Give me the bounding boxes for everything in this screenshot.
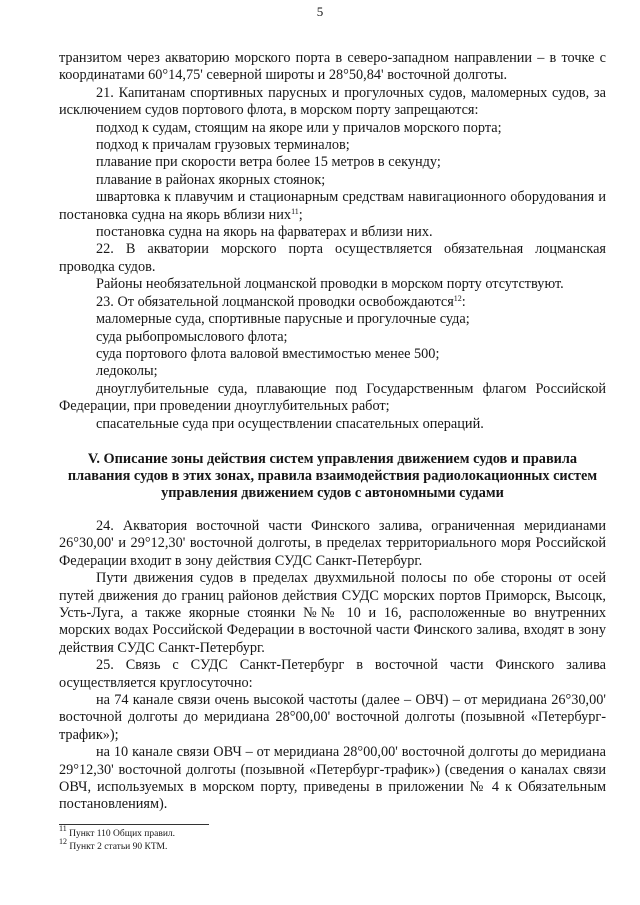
list-item-end: ; bbox=[298, 206, 303, 223]
paragraph: 21. Капитанам спортивных парусных и прогулочных судов, маломерных судов, за исключением судов портового флота, в морском порту запрещаются: bbox=[59, 84, 606, 119]
document-body bbox=[59, 50, 606, 814]
list-item: маломерные суда, спортивные парусные и прогулочные суда; bbox=[96, 311, 470, 328]
paragraph: на 74 канале связи очень высокой частоты (далее – ОВЧ) – от меридиана 26°30,00' восточной долготы до меридиана 28°00,00' восточной долготы (позывной «Петербург-трафик»); bbox=[59, 692, 606, 743]
paragraph: на 10 канале связи ОВЧ – от меридиана 28°00,00' восточной долготы до меридиана 29°12,30' восточной долготы (позывной «Петербург-трафик») (сведения о каналах связи ОВЧ, используемых в морском порту, приведены в приложении № 4 к Обязательным постановлениям). bbox=[59, 744, 606, 813]
paragraph: Районы необязательной лоцманской проводки в морском порту отсутствуют. bbox=[96, 276, 564, 293]
list-item: плавание при скорости ветра более 15 метров в секунду; bbox=[96, 154, 441, 171]
footnote-text: Пункт 2 статьи 90 КТМ. bbox=[69, 842, 168, 852]
paragraph: транзитом через акваторию морского порта в северо-западном направлении – в точке с координатами 60°14,75' северной широты и 28°50,84' восточной долготы. bbox=[59, 50, 606, 84]
list-item bbox=[59, 189, 606, 224]
footnote-ref: 11 bbox=[291, 206, 299, 216]
page-number: 5 bbox=[316, 4, 324, 19]
footnote-separator bbox=[59, 824, 209, 825]
footnote-ref: 12 bbox=[453, 293, 462, 303]
list-item: дноуглубительные суда, плавающие под Государственным флагом Российской Федерации, при проведении дноуглубительных работ; bbox=[59, 380, 606, 415]
list-item: подход к судам, стоящим на якоре или у причалов морского порта; bbox=[96, 119, 502, 136]
paragraph: Пути движения судов в пределах двухмильной полосы по обе стороны от осей путей движения до границ районов действия СУДС морских портов Приморск, Высоцк, Усть-Луга, а также якорные стоянки №№ 10 и 16, расположенные во внутренних морских водах Российской Федерации в восточной части Финского залива, входят в зону действия СУДС Санкт-Петербург. bbox=[59, 570, 606, 656]
list-item: спасательные суда при осуществлении спасательных операций. bbox=[96, 415, 484, 432]
paragraph-end: : bbox=[461, 293, 466, 310]
list-item: постановка судна на якорь на фарватерах и вблизи них. bbox=[96, 224, 433, 241]
footnote-number: 11 bbox=[59, 824, 67, 833]
list-item: подход к причалам грузовых терминалов; bbox=[96, 137, 350, 154]
list-item: плавание в районах якорных стоянок; bbox=[96, 171, 326, 188]
section-heading: V. Описание зоны действия систем управления движением судов и правила плавания судов в этих зонах, правила взаимодействия радиолокационных систем управления движением судов с автономными судами bbox=[67, 450, 598, 501]
paragraph-text: 23. От обязательной лоцманской проводки освобождаются bbox=[96, 293, 454, 310]
footnote bbox=[59, 837, 175, 854]
paragraph bbox=[59, 294, 606, 311]
list-item: ледоколы; bbox=[96, 363, 158, 380]
footnote bbox=[59, 824, 176, 841]
list-item: суда портового флота валовой вместимостью менее 500; bbox=[96, 345, 440, 362]
footnote-number: 12 bbox=[59, 837, 67, 846]
list-item-text: швартовка к плавучим и стационарным средствам навигационного оборудования и постановка судна на якорь вблизи них bbox=[59, 189, 606, 223]
paragraph: 24. Акватория восточной части Финского залива, ограниченная меридианами 26°30,00' и 29°12,30' восточной долготы, в пределах территориального моря Российской Федерации входит в зону действия СУДС Санкт-Петербург. bbox=[59, 517, 606, 569]
paragraph: 25. Связь с СУДС Санкт-Петербург в восточной части Финского залива осуществляется круглосуточно: bbox=[59, 657, 606, 691]
list-item: суда рыбопромыслового флота; bbox=[96, 328, 288, 345]
footnotes bbox=[59, 824, 176, 854]
footnote-text: Пункт 110 Общих правил. bbox=[69, 829, 176, 839]
paragraph: 22. В акватории морского порта осуществляется обязательная лоцманская проводка судов. bbox=[59, 241, 606, 275]
